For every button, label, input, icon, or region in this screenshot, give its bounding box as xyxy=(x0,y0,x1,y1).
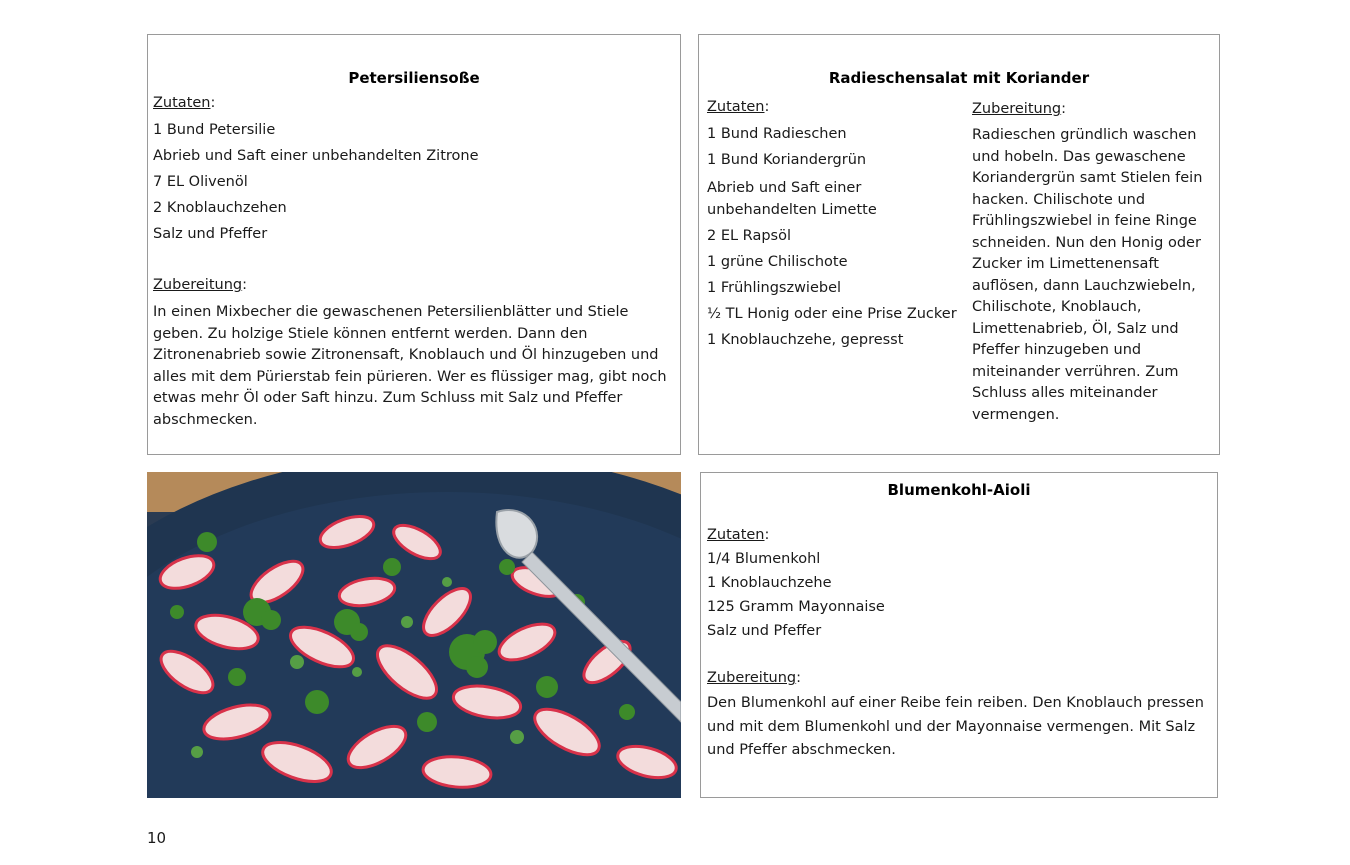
radish-salad-illustration xyxy=(147,472,681,798)
recipe-title: Radieschensalat mit Koriander xyxy=(828,69,1090,87)
recipe-card-blumenkohl-aioli xyxy=(700,472,1218,798)
preparation-heading: Zubereitung: xyxy=(972,101,1067,117)
ingredient-item: Salz und Pfeffer xyxy=(153,226,268,242)
recipe-card-radieschensalat xyxy=(698,34,1220,455)
page-number: 10 xyxy=(147,829,167,847)
ingredients-heading: Zutaten: xyxy=(153,95,216,111)
ingredient-item: Salz und Pfeffer xyxy=(707,623,822,639)
ingredients-heading: Zutaten: xyxy=(707,527,770,543)
ingredient-item: 2 Knoblauchzehen xyxy=(153,200,287,216)
ingredient-item: 2 EL Rapsöl xyxy=(707,228,791,244)
radish-salad-photo xyxy=(147,472,681,798)
ingredient-item: 1 Bund Petersilie xyxy=(153,122,276,138)
preparation-text: Den Blumenkohl auf einer Reibe fein reiben. Den Knoblauch pressen und mit dem Blumenkohl und der Mayonnaise vermengen. Mit Salz und Pfeffer abschmecken. xyxy=(707,695,1204,758)
preparation-text: Radieschen gründlich waschen und hobeln. Das gewaschene Koriandergrün samt Stielen fein hacken. Chilischote und Frühlingszwiebel in feine Ringe schneiden. Nun den Honig oder Zucker im Limettenensaft auflösen, dann Lauchzwiebeln, Chilischote, Knoblauch, Limettenabrieb, Öl, Salz und Pfeffer hinzugeben und miteinander verrühren. Zum Schluss alles miteinander vermengen. xyxy=(972,127,1203,423)
ingredients-list xyxy=(153,117,479,247)
ingredient-item: 1 Bund Koriandergrün xyxy=(707,152,867,168)
ingredient-item: Abrieb und Saft einer unbehandelten Limette xyxy=(707,180,877,218)
ingredient-item: 7 EL Olivenöl xyxy=(153,174,248,190)
ingredient-item: 125 Gramm Mayonnaise xyxy=(707,599,885,615)
ingredient-item: 1 Bund Radieschen xyxy=(707,126,847,142)
recipe-card-petersiliensosse xyxy=(147,34,681,455)
recipe-title: Petersiliensoße xyxy=(348,69,480,87)
ingredients-list xyxy=(707,547,885,643)
preparation-text: In einen Mixbecher die gewaschenen Petersilienblätter und Stiele geben. Zu holzige Stiele können entfernt werden. Dann den Zitronenabrieb sowie Zitronensaft, Knoblauch und Öl hinzugeben und alles mit dem Pürierstab fein pürieren. Wer es flüssiger mag, gibt noch etwas mehr Öl oder Saft hinzu. Zum Schluss mit Salz und Pfeffer abschmecken. xyxy=(153,304,667,428)
preparation-heading: Zubereitung: xyxy=(707,670,802,686)
preparation-heading: Zubereitung: xyxy=(153,277,248,293)
ingredient-item: 1 Frühlingszwiebel xyxy=(707,280,842,296)
ingredient-item: 1 grüne Chilischote xyxy=(707,254,848,270)
ingredient-item: 1/4 Blumenkohl xyxy=(707,551,821,567)
ingredient-item: ½ TL Honig oder eine Prise Zucker xyxy=(707,306,957,322)
ingredient-item: Abrieb und Saft einer unbehandelten Zitrone xyxy=(153,148,479,164)
ingredients-list xyxy=(707,121,957,353)
ingredient-item: 1 Knoblauchzehe, gepresst xyxy=(707,332,904,348)
recipe-title: Blumenkohl-Aioli xyxy=(887,481,1031,499)
ingredient-item: 1 Knoblauchzehe xyxy=(707,575,832,591)
ingredients-heading: Zutaten: xyxy=(707,99,770,115)
